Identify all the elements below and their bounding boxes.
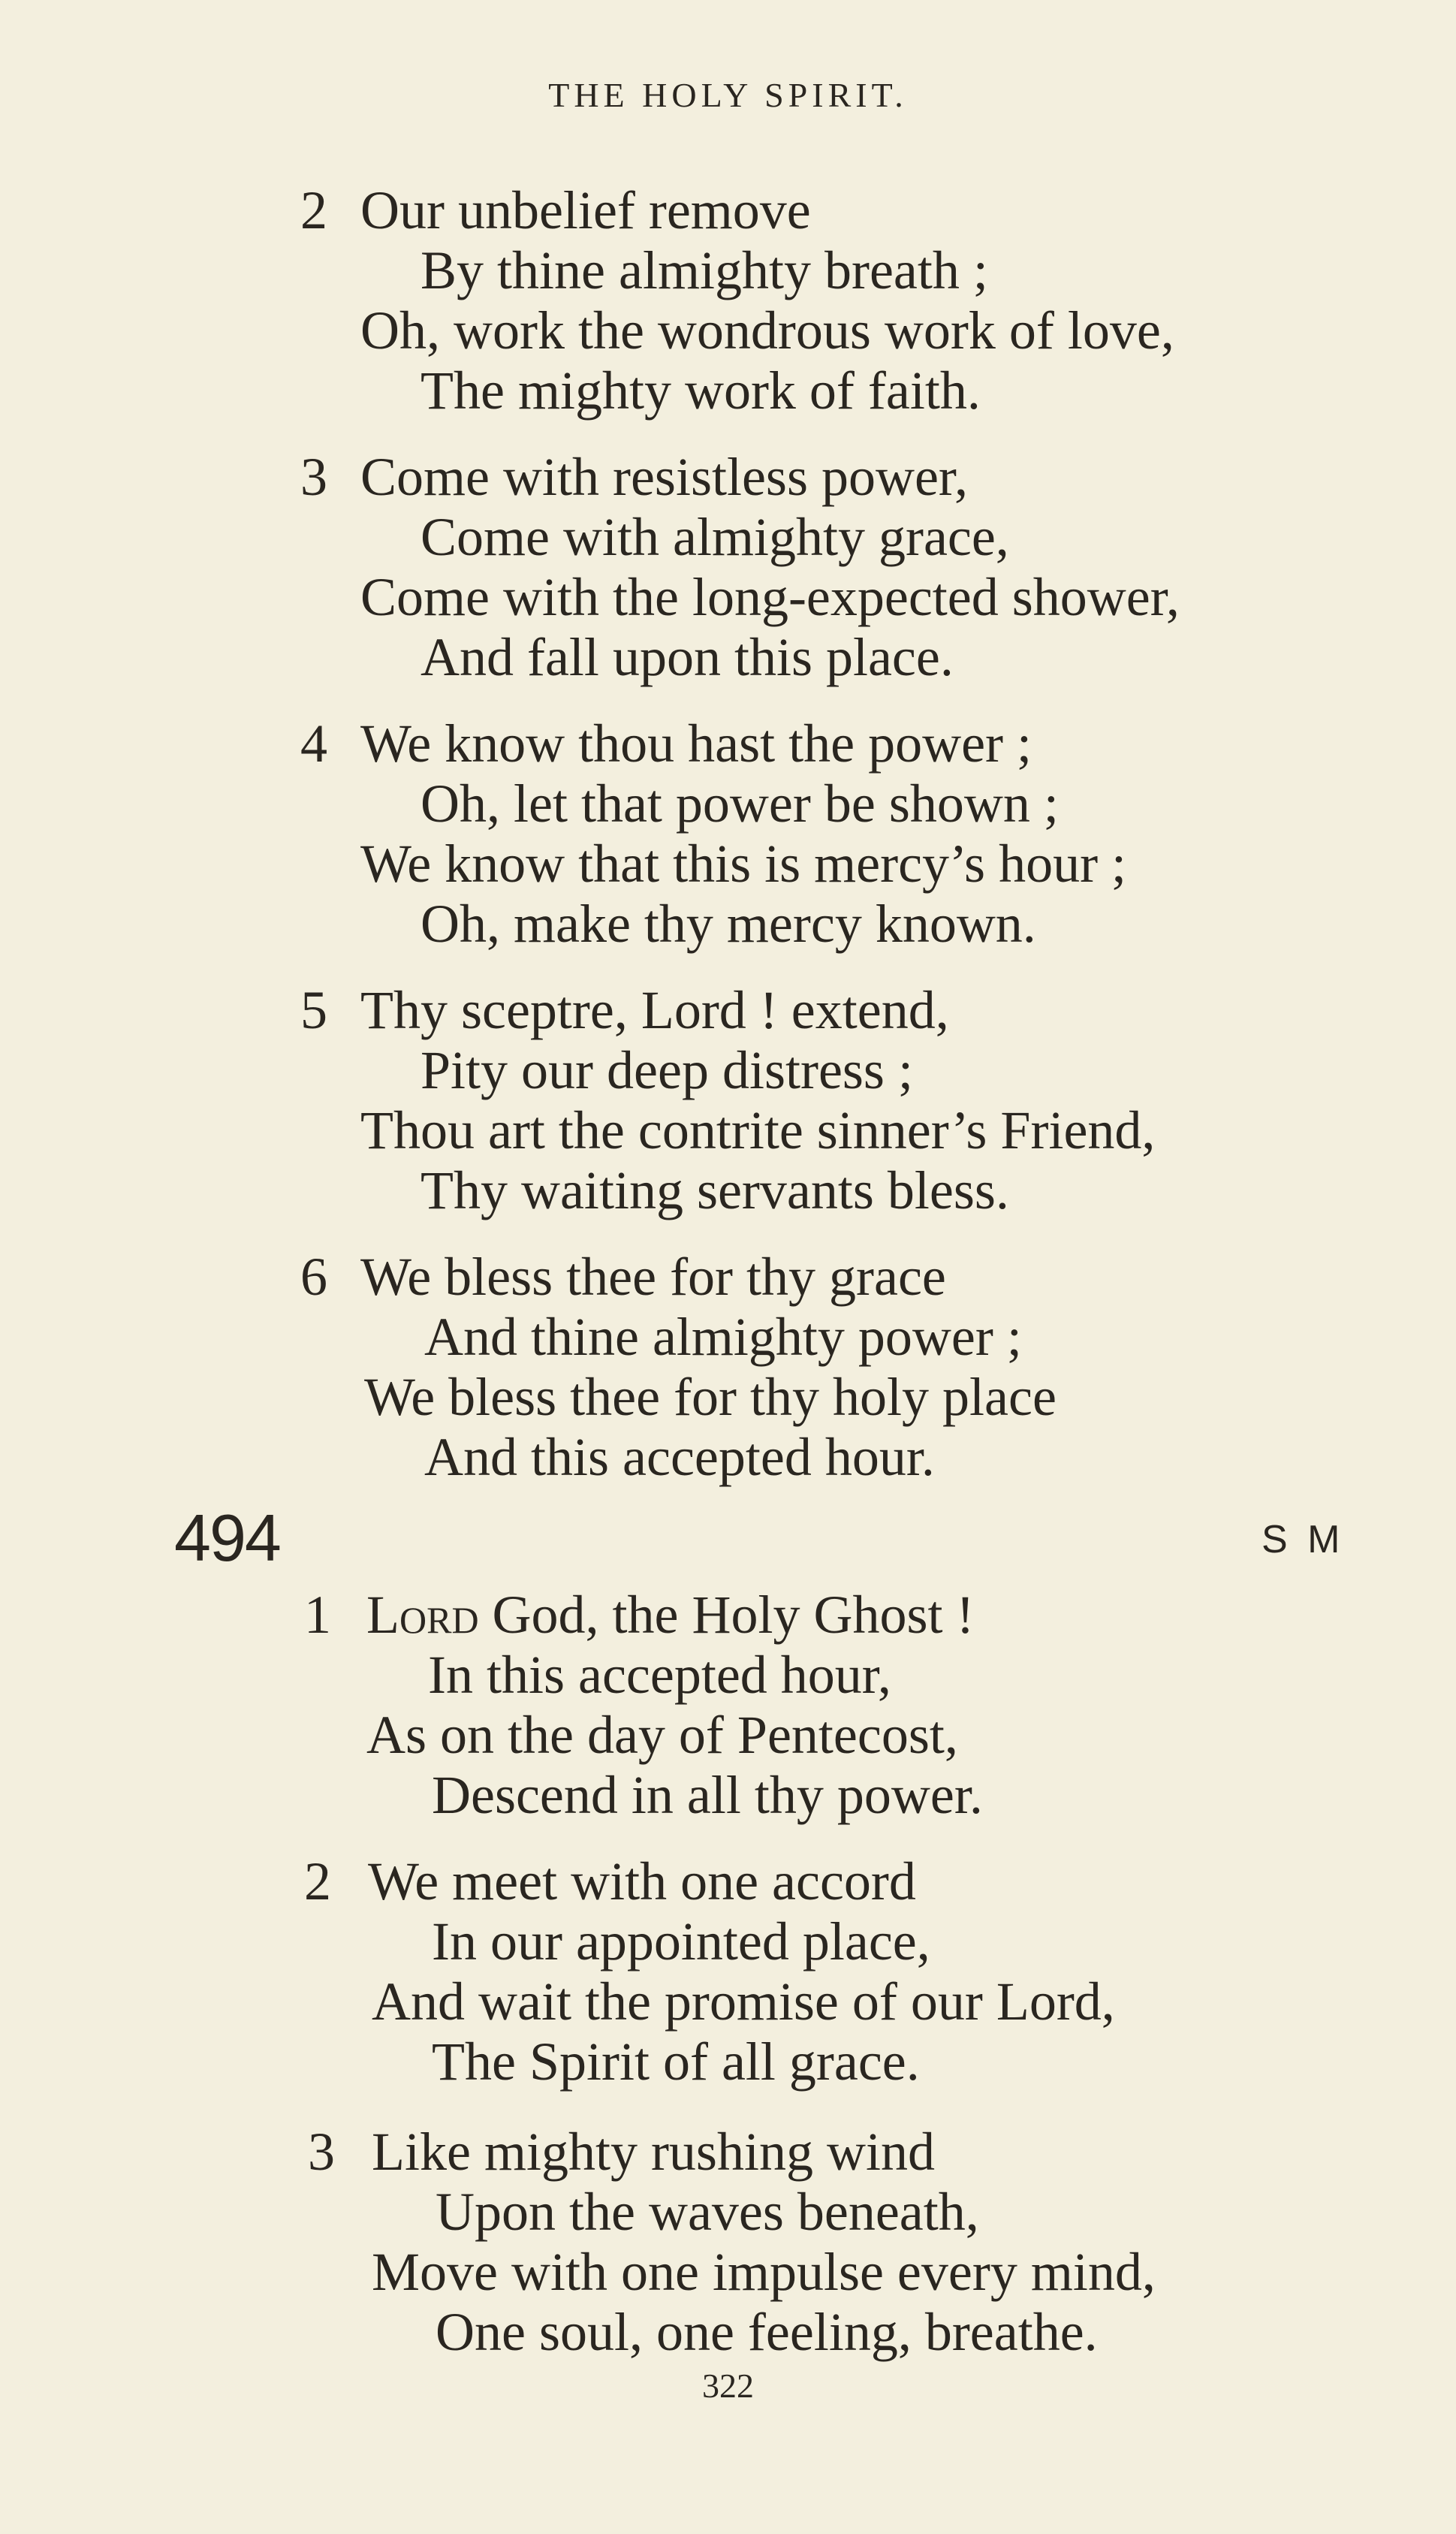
first-word-small-caps: Lord bbox=[366, 1585, 479, 1645]
hymn-meter: S M bbox=[1262, 1518, 1345, 1561]
verse-line: Come with the long-expected shower, bbox=[360, 567, 1180, 627]
stanza-number: 2 bbox=[304, 1851, 331, 1911]
verse-line: Like mighty rushing wind bbox=[372, 2122, 935, 2182]
verse-line: Thou art the contrite sinner’s Friend, bbox=[360, 1100, 1156, 1160]
verse-line: In our appointed place, bbox=[432, 1911, 930, 1971]
verse-line: We meet with one accord bbox=[368, 1851, 916, 1911]
stanza-number: 4 bbox=[300, 713, 327, 774]
stanza-number: 1 bbox=[304, 1585, 331, 1645]
hymn-number: 494 bbox=[174, 1501, 280, 1575]
verse-line: We bless thee for thy holy place bbox=[364, 1367, 1057, 1427]
stanza-number: 3 bbox=[308, 2122, 335, 2182]
verse-line: As on the day of Pentecost, bbox=[366, 1705, 958, 1765]
verse-line: By thine almighty breath ; bbox=[421, 240, 988, 300]
verse-line: The mighty work of faith. bbox=[421, 360, 981, 421]
verse-line: Move with one impulse every mind, bbox=[372, 2242, 1156, 2302]
verse-line: Thy sceptre, Lord ! extend, bbox=[360, 980, 949, 1040]
verse-line: And thine almighty power ; bbox=[424, 1307, 1022, 1367]
verse-line: Come with almighty grace, bbox=[421, 507, 1009, 567]
verse-line: Our unbelief remove bbox=[360, 180, 811, 240]
verse-line: We know that this is mercy’s hour ; bbox=[360, 834, 1127, 894]
running-header: THE HOLY SPIRIT. bbox=[548, 76, 908, 114]
verse-line: And this accepted hour. bbox=[424, 1427, 935, 1487]
stanza-number: 2 bbox=[300, 180, 327, 240]
verse-line: Oh, work the wondrous work of love, bbox=[360, 300, 1174, 360]
stanza-number: 6 bbox=[300, 1247, 327, 1307]
verse-line: We know thou hast the power ; bbox=[360, 713, 1032, 774]
verse-line: Oh, let that power be shown ; bbox=[421, 774, 1059, 834]
verse-line: Descend in all thy power. bbox=[432, 1765, 983, 1825]
verse-line: Thy waiting servants bless. bbox=[421, 1160, 1009, 1220]
verse-line: Pity our deep distress ; bbox=[421, 1040, 913, 1100]
verse-line: And wait the promise of our Lord, bbox=[372, 1971, 1115, 2032]
stanza-number: 3 bbox=[300, 447, 327, 507]
verse-line: Oh, make thy mercy known. bbox=[421, 894, 1036, 954]
verse-line bbox=[366, 1585, 975, 1645]
page-number: 322 bbox=[702, 2367, 754, 2405]
verse-line: One soul, one feeling, breathe. bbox=[436, 2302, 1098, 2362]
stanza-number: 5 bbox=[300, 980, 327, 1040]
verse-line: And fall upon this place. bbox=[421, 627, 954, 687]
first-line-rest: God, the Holy Ghost ! bbox=[478, 1585, 975, 1645]
verse-line: Upon the waves beneath, bbox=[436, 2182, 979, 2242]
verse-line: In this accepted hour, bbox=[428, 1645, 891, 1705]
verse-line: The Spirit of all grace. bbox=[432, 2032, 920, 2092]
verse-line: Come with resistless power, bbox=[360, 447, 969, 507]
verse-line: We bless thee for thy grace bbox=[360, 1247, 946, 1307]
